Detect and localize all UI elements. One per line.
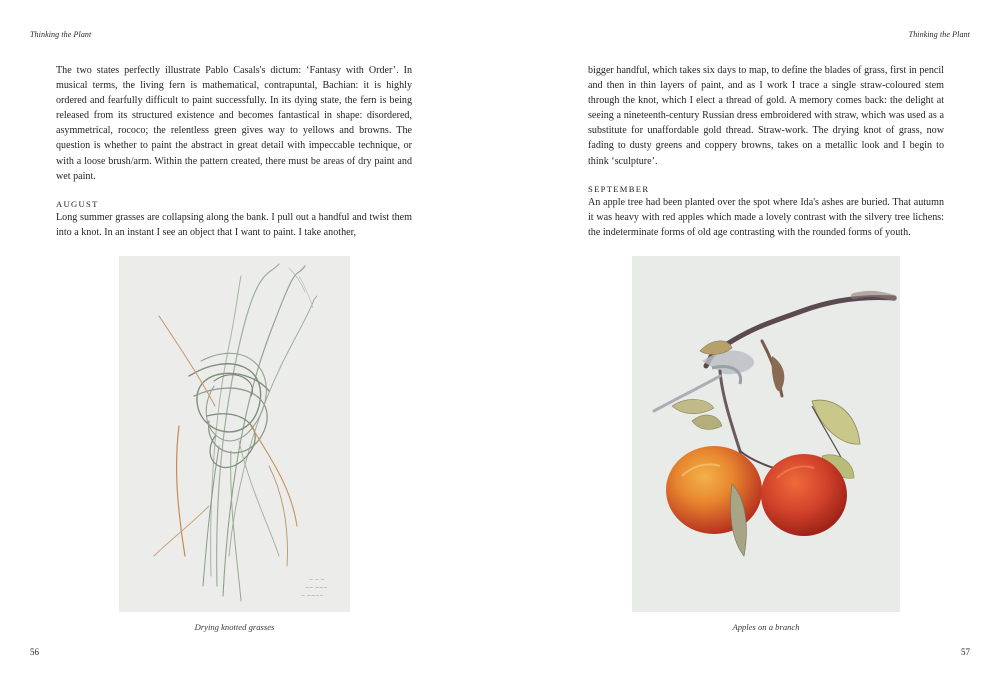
svg-text:~~ ~~~: ~~ ~~~ — [305, 585, 328, 591]
page-number-right: 57 — [961, 647, 970, 657]
page-number-left: 56 — [30, 647, 39, 657]
left-paragraph-1: The two states perfectly illustrate Pablo Casals's dictum: ‘Fantasy with Order’. In musical terms, the living fern is mathematical, contrapuntal, Bachian: it is highly ordered and fearfully difficult to paint successfully. In its dying state, the fern is being released from its structured existence and becomes fantastical in shape: disordered, asymmetrical, rococo; the relentless green gives way to yellows and browns. The question is whether to paint the abstract in great detail with impeccable technique, or with a loose brush/arm. Within the pattern created, there must be areas of dry paint and wet paint. — [56, 65, 412, 182]
running-head-right: Thinking the Plant — [908, 30, 970, 39]
left-paragraph-2: Long summer grasses are collapsing along the bank. I pull out a handful and twist them into a knot. In an instant I see an object that I want to paint. I take another, — [56, 211, 412, 238]
painting-apples-on-branch — [632, 256, 900, 612]
painting-knotted-grasses — [119, 256, 350, 612]
section-heading-august: AUGUST — [56, 198, 99, 209]
svg-text:~ ~ ~: ~ ~ ~ — [309, 577, 325, 583]
right-page-text — [588, 63, 944, 240]
svg-text:~ ~~~~: ~ ~~~~ — [301, 593, 324, 599]
knotted-grasses-illustration — [119, 256, 350, 612]
apples-branch-illustration — [632, 256, 900, 612]
caption-knotted-grasses: Drying knotted grasses — [194, 622, 275, 632]
section-heading-september: SEPTEMBER — [588, 183, 650, 194]
running-head-left: Thinking the Plant — [30, 30, 92, 39]
left-page-text — [56, 63, 412, 240]
right-paragraph-2: An apple tree had been planted over the spot where Ida's ashes are buried. That autumn it was heavy with red apples which made a lovely contrast with the silvery tree lichens: the indeterminate forms of old age contrasting with the rounded forms of youth. — [588, 196, 944, 238]
caption-apples-on-branch: Apples on a branch — [732, 622, 800, 632]
right-paragraph-1: bigger handful, which takes six days to map, to define the blades of grass, first in pencil and then in thin layers of paint, and as I work I trace a single straw-coloured stem through the knot, which I elect a thread of gold. A memory comes back: the delight at seeing a nineteenth-century Russian dress embroidered with straw, which was used as a substitute for unaffordable gold thread. Straw-work. The drying knot of grass, now fading to dusty greens and coppery browns, takes on a metallic look and I begin to think ‘sculpture’. — [588, 65, 944, 167]
